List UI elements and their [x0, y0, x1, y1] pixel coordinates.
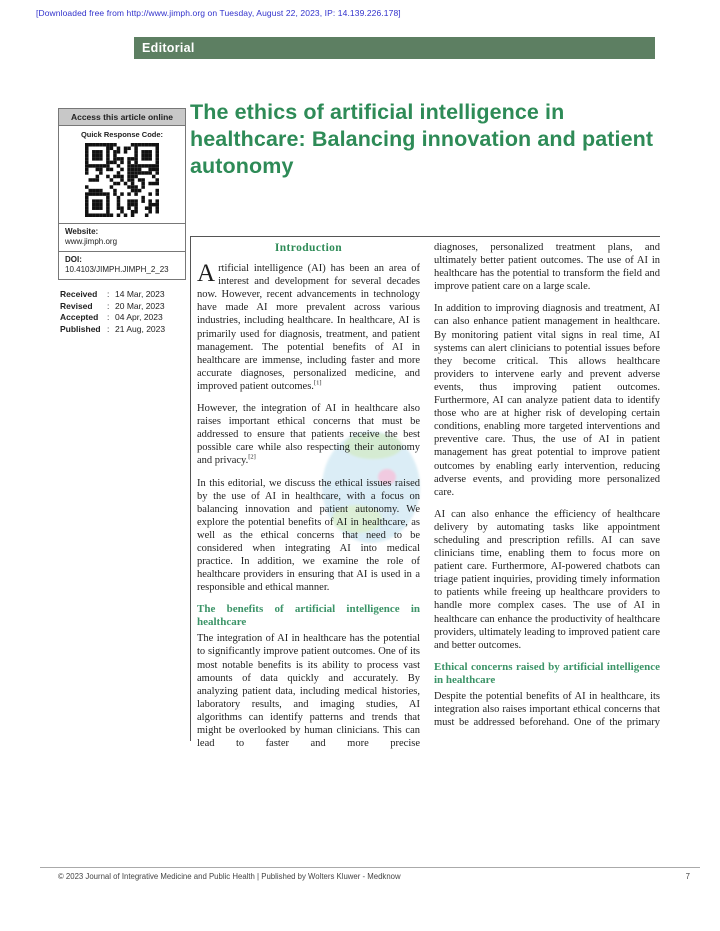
paragraph-text: rtificial intelligence (AI) has been an area of interest and development for several decades now. However, recent advancements in technology have made AI more prevalent across various industries, including healthcare. In healthcare, AI is primarily used for diagnosis, treatment, and patient management. The potential benefits of AI in healthcare are immense, including faster and more accurate diagnoses, personalized medicine, and improved patient outcomes.	[197, 263, 420, 392]
website-row	[59, 223, 185, 251]
access-box-title: Access this article online	[59, 109, 185, 126]
paragraph-benefits-1: The integration of AI in healthcare has the potential to significantly improve patient outcomes. One of its most notable benefits is its ability to process vast amounts of data quickly and accurately. By analyzing patient data, including medical histories, laboratory results, and imaging studies, AI algorithms can identify patterns and trends that might be overlooked by human clinicians. This can lead to faster and more precise	[197, 633, 420, 750]
paragraph-intro-1	[197, 262, 420, 393]
date-colon: :	[107, 323, 110, 334]
date-label: Revised	[60, 300, 93, 311]
doi-row	[59, 251, 185, 279]
date-value: 20 Mar, 2023	[115, 300, 165, 311]
paragraph-patient-management: In addition to improving diagnosis and treatment, AI can also enhance patient management in healthcare. By monitoring patient vital signs in real time, AI systems can alert clinicians to potential issues before they become critical. This allows healthcare providers to intervene early and prevent adverse events, thus improving patient outcomes. Furthermore, AI can analyze patient data to identify those who are at higher risk of developing certain conditions, enabling more targeted interventions and preventive care. Thus, the use of AI in patient management has great potential to improve patient outcomes by enabling early intervention, reducing adverse events, and providing more personalized care.	[434, 303, 660, 498]
paragraph-text: However, the integration of AI in healthcare also raises important ethical concerns that must be addressed to ensure that patients receive the best possible care while also respecting their autonomy and privacy.	[197, 403, 420, 467]
date-row-revised	[60, 301, 165, 313]
date-value: 21 Aug, 2023	[115, 323, 166, 334]
date-colon: :	[107, 289, 110, 299]
benefits-heading: The benefits of artificial intelligence in healthcare	[197, 603, 420, 629]
access-article-box	[58, 108, 186, 280]
section-bar	[134, 37, 655, 59]
date-value: 04 Apr, 2023	[115, 312, 163, 322]
section-label: Editorial	[142, 41, 195, 55]
article-dates	[60, 289, 165, 335]
doi-label: DOI:	[65, 255, 82, 264]
citation-ref-1: [1]	[313, 379, 322, 387]
website-value: www.jimph.org	[65, 237, 118, 246]
date-row-received	[60, 289, 165, 301]
date-label: Received	[60, 289, 98, 299]
right-column	[434, 241, 660, 738]
page-footer	[58, 872, 690, 881]
paragraph-intro-3: In this editorial, we discuss the ethical issues raised by the use of AI in healthcare, with a focus on balancing innovation and patient autonomy. We explore the potential benefits of AI in healthcare, as well as the ethical concerns that need to be considered when integrating AI into medical practice. In addition, we examine the role of healthcare providers in ensuring that AI is used in a responsible and ethical manner.	[197, 477, 420, 594]
footer-rule	[40, 867, 700, 868]
date-value: 14 Mar, 2023	[115, 289, 165, 299]
website-label: Website:	[65, 227, 99, 236]
paragraph-intro-2	[197, 402, 420, 467]
doi-value: 10.4103/JIMPH.JIMPH_2_23	[65, 265, 169, 274]
qr-code-icon	[85, 143, 159, 217]
paragraph-benefits-continued: diagnoses, personalized treatment plans, and ultimately better patient outcomes. The use of AI in healthcare has the potential to transform the field and improve patient care on a large scale.	[434, 242, 660, 293]
copyright-text: © 2023 Journal of Integrative Medicine and Public Health | Published by Wolters Kluwer - Medknow	[58, 872, 401, 881]
date-colon: :	[107, 300, 110, 311]
left-column	[197, 241, 420, 759]
paragraph-efficiency: AI can also enhance the efficiency of healthcare delivery by automating tasks like appointment scheduling and prescription refills. AI can save clinicians time, enabling them to focus more on patient care. Furthermore, AI-powered chatbots can triage patient inquiries, providing timely information to patients while freeing up healthcare providers to handle more complex cases. The use of AI in healthcare can enhance the productivity of healthcare providers, ultimately leading to improved patient care and better outcomes.	[434, 508, 660, 651]
date-row-accepted	[60, 312, 165, 324]
page-title: The ethics of artificial intelligence in healthcare: Balancing innovation and patient autonomy	[190, 100, 654, 178]
ethical-concerns-heading: Ethical concerns raised by artificial intelligence in healthcare	[434, 660, 660, 686]
citation-ref-2: [2]	[248, 453, 256, 461]
download-banner: [Downloaded free from http://www.jimph.org on Tuesday, August 22, 2023, IP: 14.139.226.178]	[36, 8, 401, 18]
dropcap: A	[197, 260, 216, 288]
date-label: Published	[60, 323, 101, 334]
date-colon: :	[107, 312, 110, 322]
date-row-published	[60, 324, 165, 336]
page-number: 7	[685, 872, 690, 881]
column-divider	[190, 236, 191, 741]
qr-code-label: Quick Response Code:	[80, 130, 164, 139]
text-area-top-rule	[190, 236, 660, 237]
date-label: Accepted	[60, 312, 99, 322]
introduction-heading: Introduction	[274, 242, 343, 254]
paragraph-ethical-1: Despite the potential benefits of AI in healthcare, its integration also raises important ethical concerns that must be addressed beforehand. One of the primary	[434, 690, 660, 728]
